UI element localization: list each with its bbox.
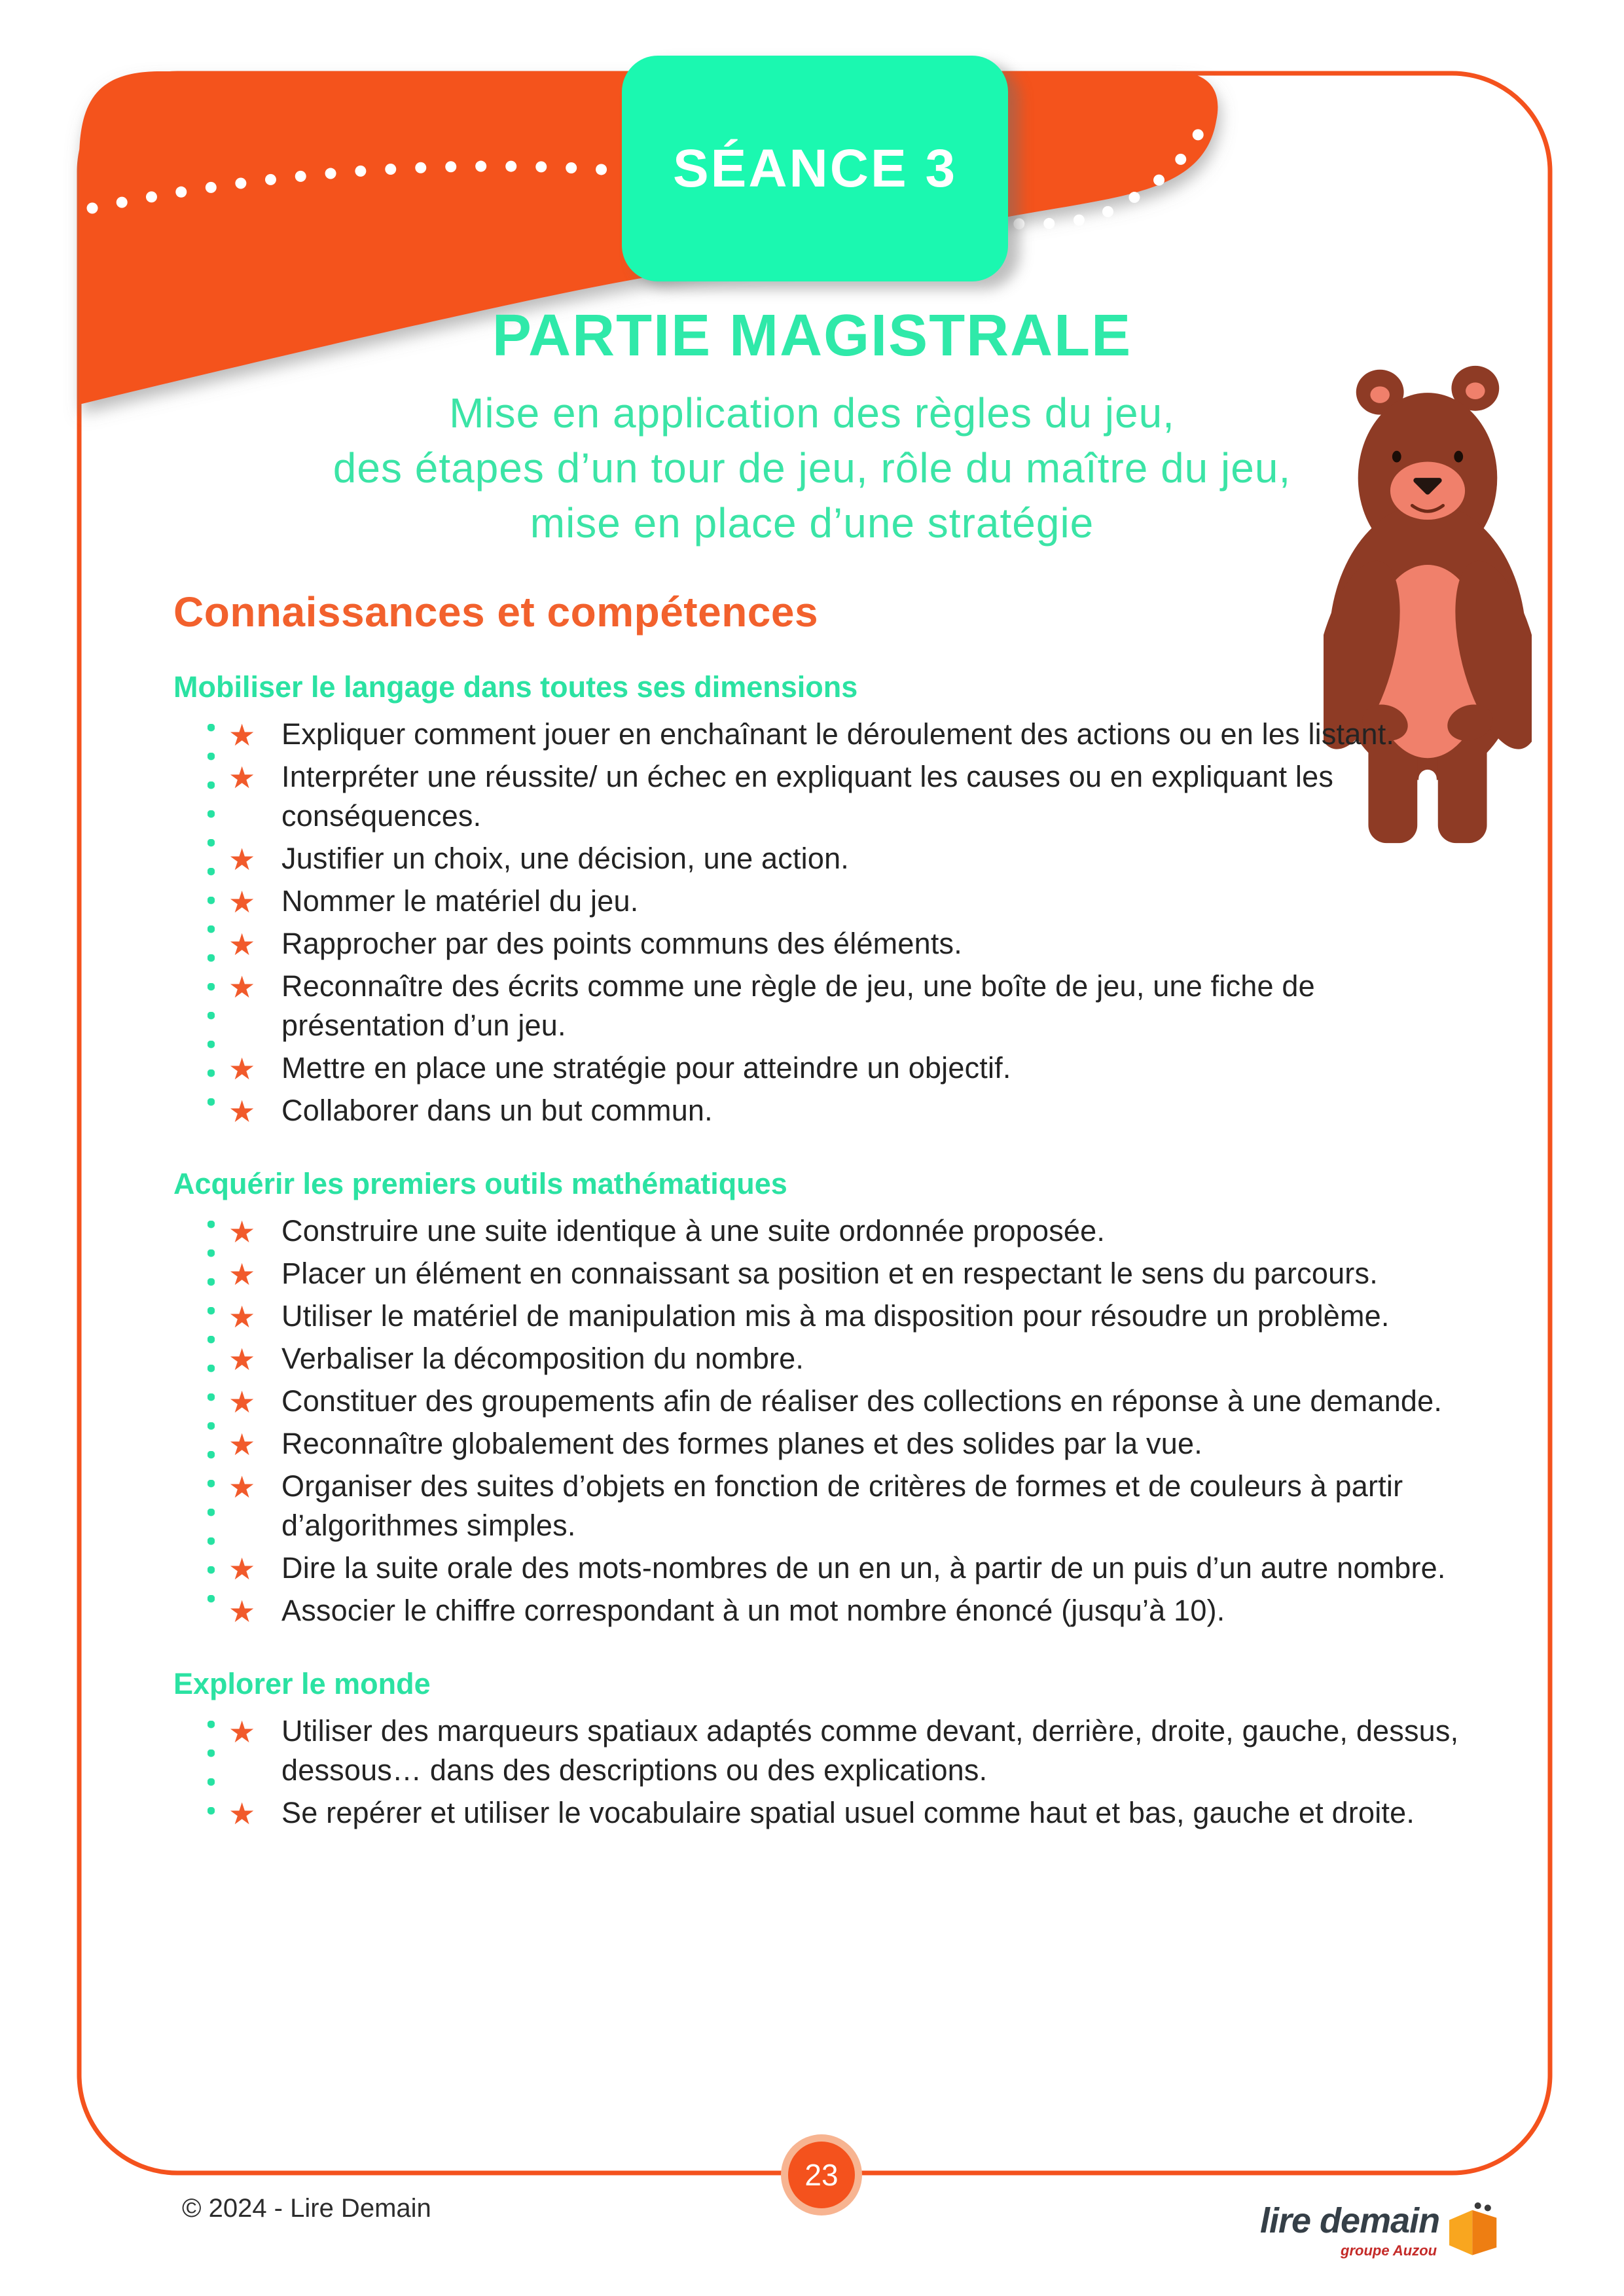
- section-heading-maths: Acquérir les premiers outils mathématiques: [173, 1167, 787, 1200]
- star-icon: ★: [228, 1094, 256, 1128]
- list-item: [173, 1549, 1460, 1588]
- star-icon: ★: [228, 1427, 256, 1462]
- list-item: [173, 1467, 1460, 1545]
- list-item: [173, 1211, 1460, 1251]
- star-icon: ★: [228, 885, 256, 919]
- list-item: [173, 882, 1460, 921]
- star-icon: ★: [228, 1385, 256, 1419]
- section-heading-monde: Explorer le monde: [173, 1667, 431, 1700]
- list-item: [173, 1712, 1460, 1790]
- list-item: [173, 1091, 1460, 1130]
- star-icon: ★: [228, 761, 256, 795]
- list-item-text: Nommer le matériel du jeu.: [281, 884, 639, 918]
- list-item-text: Rapprocher par des points communs des éléments.: [281, 927, 962, 960]
- competence-list-langage: [173, 715, 1460, 1130]
- section-heading-langage: Mobiliser le langage dans toutes ses dimensions: [173, 670, 858, 704]
- list-item-text: Utiliser des marqueurs spatiaux adaptés comme devant, derrière, droite, gauche, dessus, dessous… dans des descriptions ou des explications.: [281, 1714, 1459, 1787]
- list-item: [173, 757, 1460, 836]
- page-number-badge: [781, 2134, 862, 2215]
- open-book-icon: [1446, 2194, 1501, 2266]
- list-item-text: Reconnaître des écrits comme une règle de jeu, une boîte de jeu, une fiche de présentation d’un jeu.: [281, 969, 1315, 1042]
- star-icon: ★: [228, 1594, 256, 1628]
- competence-list-monde: [173, 1712, 1460, 1833]
- page-subtitle: [0, 386, 1624, 550]
- star-icon: ★: [228, 1215, 256, 1249]
- list-item-text: Verbaliser la décomposition du nombre.: [281, 1342, 804, 1375]
- list-item-text: Utiliser le matériel de manipulation mis à ma disposition pour résoudre un problème.: [281, 1299, 1390, 1333]
- star-icon: ★: [228, 718, 256, 752]
- list-item: [173, 715, 1460, 754]
- star-icon: ★: [228, 1257, 256, 1291]
- publisher-logo-text: lire demain: [1260, 2201, 1440, 2240]
- list-item-text: Mettre en place une stratégie pour atteindre un objectif.: [281, 1051, 1011, 1085]
- list-item: [173, 967, 1460, 1045]
- seance-banner: [622, 56, 1008, 281]
- publisher-logo-subtext: groupe Auzou: [1341, 2242, 1437, 2259]
- list-item-text: Dire la suite orale des mots-nombres de un en un, à partir de un puis d’un autre nombre.: [281, 1551, 1446, 1585]
- subtitle-line: mise en place d’une stratégie: [530, 499, 1094, 547]
- list-item-text: Interpréter une réussite/ un échec en expliquant les causes ou en expliquant les conséquences.: [281, 760, 1334, 833]
- page-number: 23: [788, 2142, 855, 2208]
- list-item: [173, 1793, 1460, 1833]
- list-item-text: Placer un élément en connaissant sa position et en respectant le sens du parcours.: [281, 1257, 1378, 1290]
- competence-list-maths: [173, 1211, 1460, 1630]
- list-item-text: Construire une suite identique à une suite ordonnée proposée.: [281, 1214, 1106, 1247]
- subtitle-line: des étapes d’un tour de jeu, rôle du maître du jeu,: [333, 444, 1291, 492]
- list-item: [173, 1339, 1460, 1378]
- star-icon: ★: [228, 1715, 256, 1749]
- list-item-text: Justifier un choix, une décision, une action.: [281, 842, 850, 875]
- list-item-text: Se repérer et utiliser le vocabulaire spatial usuel comme haut et bas, gauche et droite.: [281, 1796, 1415, 1829]
- star-icon: ★: [228, 927, 256, 961]
- copyright-text: © 2024 - Lire Demain: [182, 2194, 431, 2223]
- main-heading: Connaissances et compétences: [173, 588, 819, 636]
- star-icon: ★: [228, 970, 256, 1004]
- hero-block: [0, 302, 1624, 550]
- list-item: [173, 1049, 1460, 1088]
- star-icon: ★: [228, 1052, 256, 1086]
- list-item: [173, 924, 1460, 963]
- seance-banner-label: SÉANCE 3: [672, 138, 958, 198]
- publisher-logo: [1260, 2194, 1501, 2266]
- star-icon: ★: [228, 1797, 256, 1831]
- star-icon: ★: [228, 1342, 256, 1376]
- list-item: [173, 839, 1460, 878]
- page-title: PARTIE MAGISTRALE: [492, 303, 1132, 368]
- list-item-text: Constituer des groupements afin de réaliser des collections en réponse à une demande.: [281, 1384, 1443, 1418]
- list-item-text: Reconnaître globalement des formes planes et des solides par la vue.: [281, 1427, 1202, 1460]
- list-item-text: Organiser des suites d’objets en fonction de critères de formes et de couleurs à partir d’algorithmes simples.: [281, 1469, 1403, 1542]
- list-item-text: Collaborer dans un but commun.: [281, 1094, 713, 1127]
- list-item-text: Associer le chiffre correspondant à un mot nombre énoncé (jusqu’à 10).: [281, 1594, 1225, 1627]
- star-icon: ★: [228, 1470, 256, 1504]
- subtitle-line: Mise en application des règles du jeu,: [449, 389, 1175, 437]
- star-icon: ★: [228, 1300, 256, 1334]
- list-item: [173, 1382, 1460, 1421]
- list-item: [173, 1591, 1460, 1630]
- list-item: [173, 1254, 1460, 1293]
- list-item: [173, 1297, 1460, 1336]
- list-item: [173, 1424, 1460, 1463]
- main-content: [173, 588, 1460, 1836]
- list-item-text: Expliquer comment jouer en enchaînant le déroulement des actions ou en les listant.: [281, 717, 1395, 751]
- star-icon: ★: [228, 1552, 256, 1586]
- star-icon: ★: [228, 842, 256, 876]
